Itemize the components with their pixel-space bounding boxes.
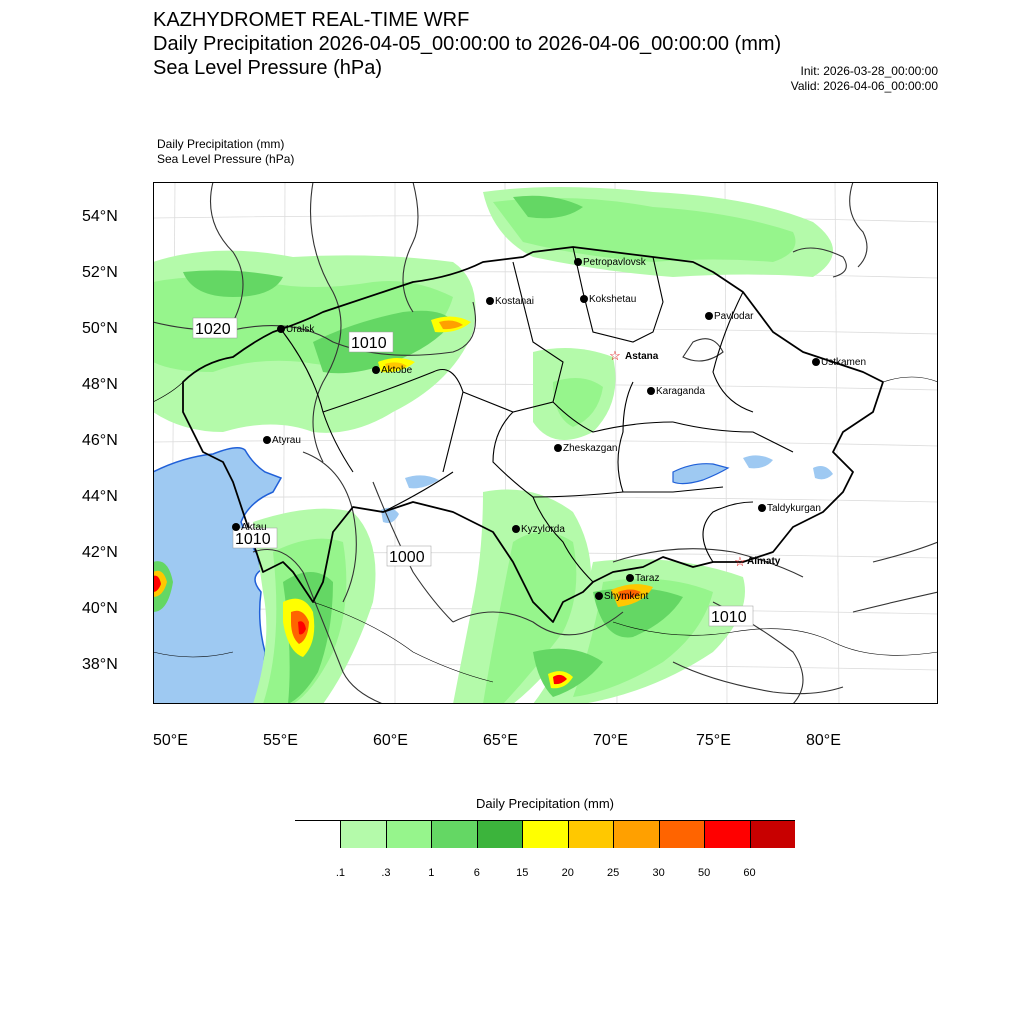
colorbar-swatch: [659, 821, 704, 848]
city-ustkamen: [812, 357, 866, 368]
colorbar-swatch: [522, 821, 567, 848]
lat-tick-50: 50°N: [82, 320, 118, 337]
svg-text:Zheskazgan: Zheskazgan: [563, 443, 618, 454]
lon-tick-65: 65°E: [483, 732, 518, 749]
subtitle-slp: Sea Level Pressure (hPa): [153, 57, 383, 79]
city-kokshetau: [580, 294, 636, 305]
lat-tick-40: 40°N: [82, 600, 118, 617]
colorbar-swatch: [295, 821, 340, 848]
svg-text:Kostanai: Kostanai: [495, 296, 534, 307]
lat-tick-46: 46°N: [82, 432, 118, 449]
colorbar-swatch: [386, 821, 431, 848]
svg-text:☆: ☆: [609, 348, 621, 363]
colorbar-label: 50: [697, 867, 711, 879]
svg-text:Almaty: Almaty: [747, 556, 781, 567]
colorbar-title: Daily Precipitation (mm): [476, 796, 614, 811]
lat-tick-48: 48°N: [82, 376, 118, 393]
lon-tick-50: 50°E: [153, 732, 188, 749]
lat-tick-54: 54°N: [82, 208, 118, 225]
colorbar-label: 30: [652, 867, 665, 879]
svg-text:Shymkent: Shymkent: [604, 591, 649, 602]
colorbar-swatch: [477, 821, 522, 848]
svg-text:Ustkamen: Ustkamen: [821, 357, 867, 368]
isobar-label-1010-aktobe: 1010: [351, 335, 387, 352]
city-karaganda: [647, 386, 705, 397]
colorbar-label: 6: [473, 867, 480, 879]
svg-text:Taraz: Taraz: [635, 573, 660, 584]
colorbar-label: 20: [561, 867, 574, 879]
colorbar-labels: [295, 867, 795, 883]
svg-text:Kyzylorda: Kyzylorda: [521, 524, 565, 535]
colorbar-swatch: [750, 821, 795, 848]
colorbar-label: 60: [743, 867, 756, 879]
init-time: Init: 2026-03-28_00:00:00: [800, 64, 938, 78]
svg-text:Pavlodar: Pavlodar: [714, 311, 754, 322]
city-zheskazgan: [554, 443, 617, 454]
lat-tick-42: 42°N: [82, 544, 118, 561]
city-shymkent: [595, 591, 649, 602]
svg-text:Taldykurgan: Taldykurgan: [767, 503, 821, 514]
svg-text:Uralsk: Uralsk: [286, 324, 315, 335]
svg-text:Karaganda: Karaganda: [656, 386, 705, 397]
isobar-label-1020: 1020: [195, 321, 231, 338]
lat-tick-52: 52°N: [82, 264, 118, 281]
colorbar-label: 25: [607, 867, 620, 879]
valid-time: Valid: 2026-04-06_00:00:00: [790, 79, 938, 93]
subtitle-precip: Daily Precipitation 2026-04-05_00:00:00 to 2026-04-06_00:00:00 (mm): [153, 33, 782, 55]
colorbar-label: 1: [428, 867, 435, 879]
lon-tick-70: 70°E: [593, 732, 628, 749]
lon-tick-80: 80°E: [806, 732, 841, 749]
main-title: KAZHYDROMET REAL-TIME WRF: [153, 9, 470, 31]
colorbar-swatch: [613, 821, 658, 848]
map-label-slp: Sea Level Pressure (hPa): [157, 152, 295, 166]
city-petropavlovsk: [574, 257, 647, 268]
city-almaty: [734, 554, 781, 569]
lon-tick-55: 55°E: [263, 732, 298, 749]
svg-text:Aktobe: Aktobe: [381, 365, 413, 376]
svg-text:Kokshetau: Kokshetau: [589, 294, 637, 305]
colorbar-label: 15: [516, 867, 529, 879]
colorbar-swatch: [568, 821, 613, 848]
colorbar-swatch: [704, 821, 749, 848]
colorbar-swatch: [340, 821, 385, 848]
colorbar-label: .3: [381, 867, 391, 879]
isobar-label-1000: 1000: [389, 549, 425, 566]
svg-text:Aktau: Aktau: [241, 522, 267, 533]
lat-tick-44: 44°N: [82, 488, 118, 505]
isobar-label-1010-aktau: 1010: [235, 531, 271, 548]
lat-tick-38: 38°N: [82, 656, 118, 673]
svg-text:Petropavlovsk: Petropavlovsk: [583, 257, 646, 268]
city-astana: [609, 348, 659, 363]
colorbar-swatch: [431, 821, 476, 848]
svg-text:Astana: Astana: [625, 351, 659, 362]
precipitation-map: [153, 182, 938, 704]
colorbar-label: .1: [335, 867, 346, 879]
colorbar: [295, 820, 795, 847]
city-taldykurgan: [758, 503, 821, 514]
svg-text:☆: ☆: [734, 554, 746, 569]
svg-text:Atyrau: Atyrau: [272, 435, 301, 446]
lon-tick-60: 60°E: [373, 732, 408, 749]
map-label-precip: Daily Precipitation (mm): [157, 137, 285, 151]
isobar-label-1010-se: 1010: [711, 609, 747, 626]
lon-tick-75: 75°E: [696, 732, 731, 749]
